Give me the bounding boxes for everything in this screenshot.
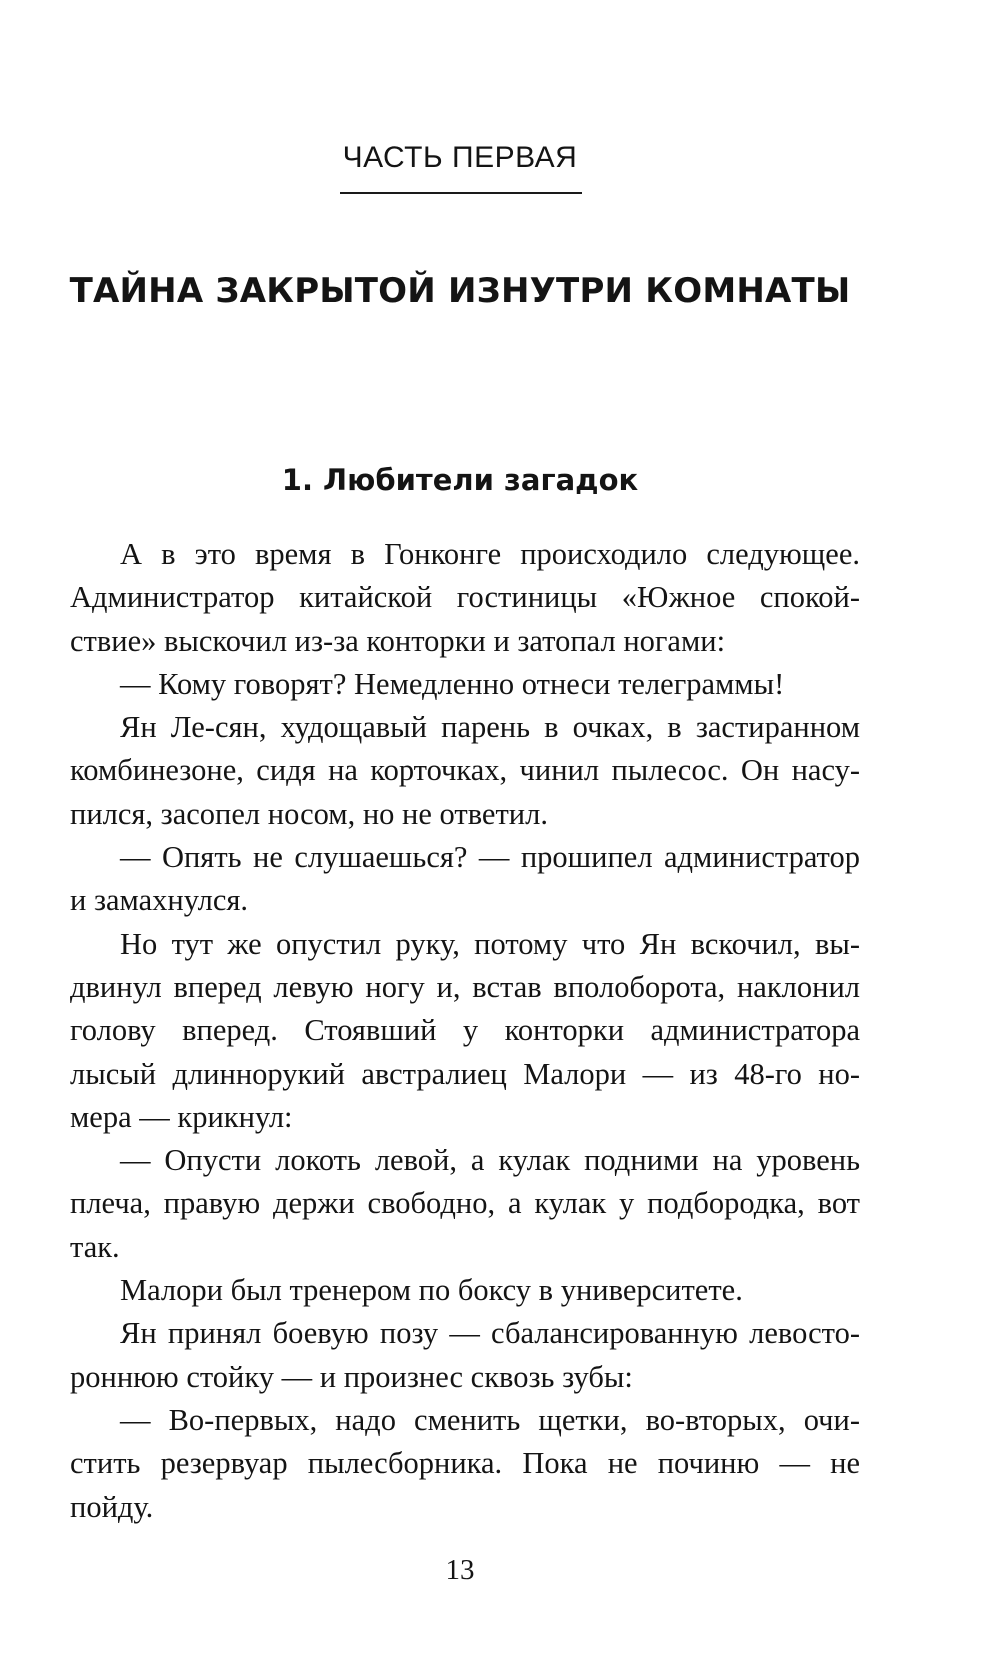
text-line: лысый длиннорукий австралиец Малори — из 48-го но- <box>70 1056 860 1091</box>
text-line: Ян Ле-сян, худощавый парень в очках, в застиранном <box>120 710 860 745</box>
text-line: и замахнулся. <box>70 883 249 918</box>
part-title: ЧАСТЬ ПЕРВАЯ <box>342 141 578 174</box>
text-line: Администратор китайской гостиницы «Южное спокой- <box>70 580 860 615</box>
text-line: мера — крикнул: <box>70 1099 293 1134</box>
part-title-underline <box>340 192 582 194</box>
text-line: комбинезоне, сидя на корточках, чинил пылесос. Он насу- <box>70 753 860 788</box>
text-line: А в это время в Гонконге происходило следующее. <box>120 537 860 571</box>
text-line: — Во-первых, надо сменить щетки, во-вторых, очи- <box>120 1402 860 1437</box>
text-line: Малори был тренером по боксу в университете. <box>120 1273 743 1308</box>
text-line: ствие» выскочил из-за конторки и затопал ногами: <box>70 623 726 658</box>
page-number: 13 <box>445 1554 475 1586</box>
body-text <box>70 533 860 1529</box>
chapter-title: 1. Любители загадок <box>281 463 639 497</box>
text-line: стить резервуар пылесборника. Пока не починю — не <box>70 1446 860 1481</box>
text-line: голову вперед. Стоявший у конторки администратора <box>70 1013 860 1048</box>
text-line: пился, засопел носом, но не ответил. <box>70 796 548 831</box>
text-line: двинул вперед левую ногу и, встав вполоборота, наклонил <box>70 969 860 1004</box>
text-line: — Кому говорят? Немедленно отнеси телеграммы! <box>120 666 785 701</box>
book-title: ТАЙНА ЗАКРЫТОЙ ИЗНУТРИ КОМНАТЫ <box>69 271 851 311</box>
text-line: — Опять не слушаешься? — прошипел администратор <box>120 840 860 875</box>
text-line: Но тут же опустил руку, потому что Ян вскочил, вы- <box>120 926 860 961</box>
text-line: — Опусти локоть левой, а кулак подними на уровень <box>120 1143 860 1178</box>
text-line: роннюю стойку — и произнес сквозь зубы: <box>70 1359 633 1394</box>
text-line: плеча, правую держи свободно, а кулак у подбородка, вот <box>70 1186 860 1221</box>
text-line: так. <box>70 1229 120 1264</box>
text-line: Ян принял боевую позу — сбалансированную левосто- <box>120 1316 860 1351</box>
text-line: пойду. <box>70 1489 154 1524</box>
